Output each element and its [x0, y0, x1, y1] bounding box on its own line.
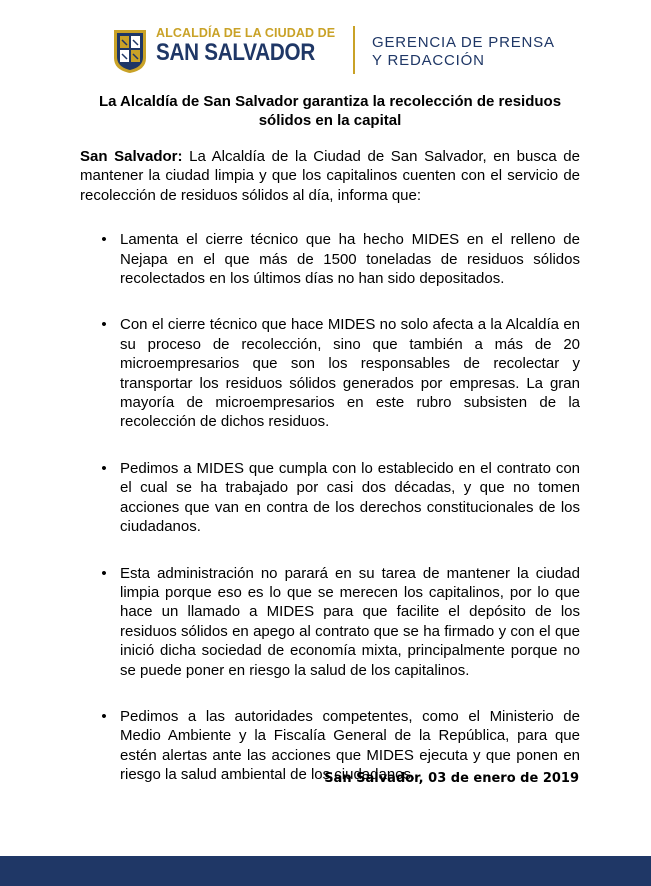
list-item-text: Con el cierre técnico que hace MIDES no solo afecta a la Alcaldía en su proceso de recolección, sino que también a más de 20 microempresarios que son los responsables de recolectar y transportar los residuos sólidos generados por empresas. La gran mayoría de microempresarios en este rubro subsisten de la recolección de dichos residuos. — [120, 316, 580, 431]
bullet-icon: • — [101, 707, 107, 725]
list-item-text: Esta administración no parará en su tarea de mantener la ciudad limpia porque eso es lo que se merecen los capitalinos, por lo que hace un llamado a MIDES para que facilite el depósito de los residuos sólidos en apego al contrato que se ha firmado y con el que inició dicha sociedad de economía mixta, principalmente porque no se puede poner en riesgo la salud de los capitalinos. — [120, 564, 580, 679]
intro-lead: San Salvador: — [80, 148, 183, 165]
logo-line-1: ALCALDÍA DE LA CIUDAD DE — [156, 26, 336, 40]
list-item-text: Pedimos a las autoridades competentes, como el Ministerio de Medio Ambiente y la Fiscalía General de la República, para que estén alertas ante las acciones que MIDES ejecuta y que ponen en riesgo la salud ambiental de los ciudadanos. — [120, 707, 580, 784]
letterhead — [0, 0, 651, 100]
department-line-1: GERENCIA DE PRENSA — [372, 34, 555, 51]
list-item — [80, 230, 580, 288]
logo-line-2: SAN SALVADOR — [156, 39, 315, 66]
city-logo-wordmark — [156, 26, 336, 65]
list-item-text: Lamenta el cierre técnico que ha hecho MIDES en el relleno de Nejapa en el que más de 1500 toneladas de residuos sólidos recolectados en los últimos días no han sido depositados. — [120, 231, 580, 288]
document-title: La Alcaldía de San Salvador garantiza la recolección de residuos sólidos en la capital — [98, 93, 562, 129]
list-item — [80, 459, 580, 537]
header-divider — [353, 26, 355, 74]
document-body — [80, 147, 580, 812]
bullet-icon: • — [101, 231, 107, 249]
list-item-text: Pedimos a MIDES que cumpla con lo establecido en el contrato con el cual se ha trabajado por casi dos décadas, y que no tomen acciones que van en contra de los derechos constitucionales de los ciudadanos. — [120, 459, 580, 536]
department-name — [372, 34, 555, 70]
list-item — [80, 564, 580, 680]
bullet-icon: • — [101, 459, 107, 477]
intro-text: La Alcaldía de la Ciudad de San Salvador, en busca de mantener la ciudad limpia y que los capitalinos cuenten con el servicio de recolección de residuos sólidos al día, informa que: — [80, 148, 580, 204]
department-line-2: Y REDACCIÓN — [372, 52, 485, 69]
bullet-icon: • — [101, 316, 107, 334]
statement-list — [80, 230, 580, 784]
city-shield-icon — [112, 28, 148, 74]
list-item — [80, 315, 580, 431]
footer-bar — [0, 856, 651, 886]
intro-paragraph — [80, 147, 580, 205]
bullet-icon: • — [101, 564, 107, 582]
place-and-date: San Salvador, 03 de enero de 2019 — [324, 771, 579, 786]
